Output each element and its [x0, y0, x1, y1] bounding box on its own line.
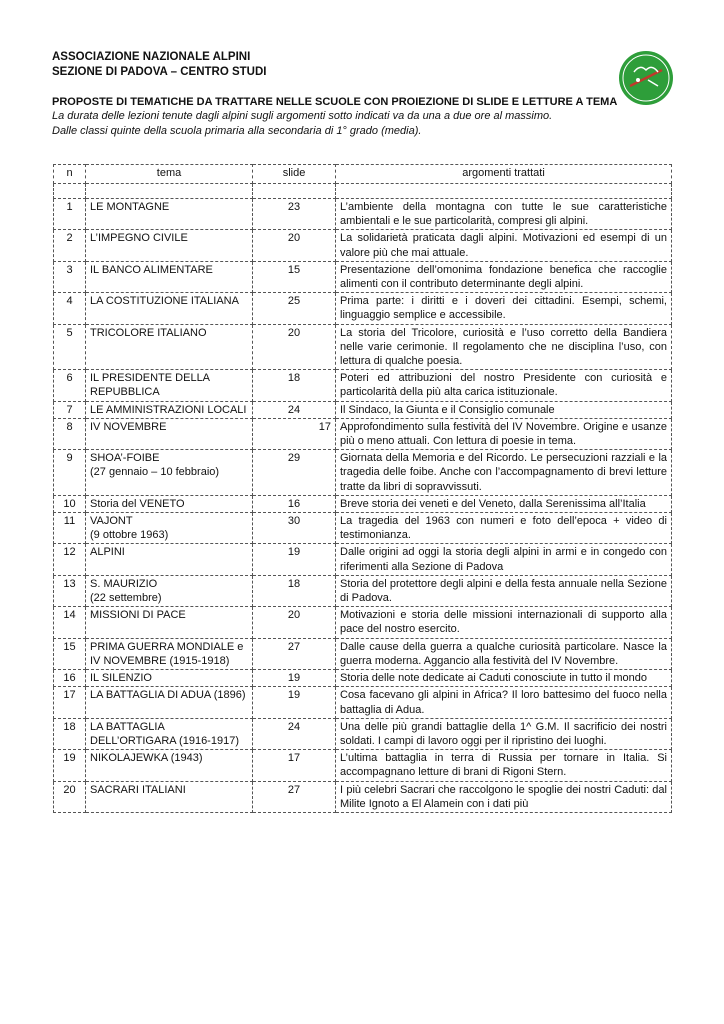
proposal-title: PROPOSTE DI TEMATICHE DA TRATTARE NELLE SCUOLE CON PROIEZIONE DI SLIDE E LETTURE A TEMA — [52, 96, 618, 108]
table-row — [54, 544, 672, 575]
row-number: 1 — [54, 199, 86, 230]
row-tema — [86, 495, 253, 512]
table-row — [54, 670, 672, 687]
org-section: SEZIONE DI PADOVA – CENTRO STUDI — [52, 66, 267, 78]
row-argomenti: La storia del Tricolore, curiosità e l’uso corretto della Bandiera nelle varie cerimonie. Il regolamento che ne disciplina l’uso, con lettura di qualche poesia. — [336, 324, 672, 370]
header-argomenti: argomenti trattati — [336, 165, 672, 184]
row-slide-count: 17 — [253, 418, 336, 449]
tema-line: REPUBBLICA — [90, 386, 160, 399]
row-slide-count: 30 — [253, 513, 336, 544]
tema-line: MISSIONI DI PACE — [90, 609, 186, 622]
row-slide-count: 24 — [253, 718, 336, 749]
tema-line: TRICOLORE ITALIANO — [90, 326, 207, 339]
row-argomenti: Approfondimento sulla festività del IV Novembre. Origine e usanze più o meno attuali. Con lettura di poesie in tema. — [336, 418, 672, 449]
row-argomenti: Presentazione dell’omonima fondazione benefica che raccoglie alimenti con il contributo determinante degli alpini. — [336, 261, 672, 292]
tema-line: LA COSTITUZIONE ITALIANA — [90, 295, 239, 308]
row-tema — [86, 781, 253, 812]
row-slide-count: 25 — [253, 293, 336, 324]
tema-line: IL PRESIDENTE DELLA — [90, 372, 211, 385]
tema-line: PRIMA GUERRA MONDIALE e — [90, 640, 244, 653]
table-row — [54, 230, 672, 261]
tema-line: VAJONT — [90, 515, 133, 528]
table-row — [54, 324, 672, 370]
row-argomenti: Una delle più grandi battaglie della 1^ G.M. Il sacrificio dei nostri soldati. I campi di lavoro oggi per il ripristino dei luoghi. — [336, 718, 672, 749]
tema-line: DELL’ORTIGARA (1916-1917) — [90, 734, 239, 747]
tema-line: SACRARI ITALIANI — [90, 783, 186, 796]
row-number: 13 — [54, 575, 86, 606]
tema-line: LA BATTAGLIA DI ADUA (1896) — [90, 689, 246, 702]
row-slide-count: 20 — [253, 324, 336, 370]
row-tema — [86, 575, 253, 606]
row-number: 20 — [54, 781, 86, 812]
row-slide-count: 16 — [253, 495, 336, 512]
tema-line: IL BANCO ALIMENTARE — [90, 263, 213, 276]
tema-line: S. MAURIZIO — [90, 577, 158, 590]
tema-line: ALPINI — [90, 546, 125, 559]
table-row — [54, 781, 672, 812]
table-row — [54, 687, 672, 718]
row-slide-count: 19 — [253, 670, 336, 687]
row-tema — [86, 687, 253, 718]
row-tema — [86, 418, 253, 449]
row-slide-count: 20 — [253, 607, 336, 638]
row-number: 9 — [54, 450, 86, 496]
tema-line: IL SILENZIO — [90, 672, 152, 685]
row-slide-count: 19 — [253, 687, 336, 718]
header-slide: slide — [253, 165, 336, 184]
table-row — [54, 638, 672, 669]
tema-line: SHOA’-FOIBE — [90, 452, 160, 465]
row-slide-count: 17 — [253, 750, 336, 781]
row-slide-count: 18 — [253, 370, 336, 401]
table-row — [54, 607, 672, 638]
row-argomenti: Giornata della Memoria e del Ricordo. Le persecuzioni razziali e la tragedia delle foibe. Anche con l’accompagnamento di brevi letture tratte da libri di sopravvissuti. — [336, 450, 672, 496]
tema-line: NIKOLAJEWKA (1943) — [90, 752, 203, 765]
row-number: 16 — [54, 670, 86, 687]
row-slide-count: 19 — [253, 544, 336, 575]
row-slide-count: 29 — [253, 450, 336, 496]
row-argomenti: Il Sindaco, la Giunta e il Consiglio comunale — [336, 401, 672, 418]
row-tema — [86, 638, 253, 669]
row-tema — [86, 230, 253, 261]
row-number: 15 — [54, 638, 86, 669]
row-argomenti: Dalle cause della guerra a qualche curiosità particolare. Nasce la guerra moderna. Aggancio alla festività del IV Novembre. — [336, 638, 672, 669]
tema-line: L’IMPEGNO CIVILE — [90, 232, 188, 245]
row-number: 19 — [54, 750, 86, 781]
row-slide-count: 23 — [253, 199, 336, 230]
row-number: 10 — [54, 495, 86, 512]
row-number: 3 — [54, 261, 86, 292]
row-slide-count: 27 — [253, 638, 336, 669]
table-row — [54, 199, 672, 230]
row-tema — [86, 513, 253, 544]
row-argomenti: Storia del protettore degli alpini e della festa annuale nella Sezione di Padova. — [336, 575, 672, 606]
row-argomenti: Dalle origini ad oggi la storia degli alpini in armi e in congedo con riferimenti alla Sezione di Padova — [336, 544, 672, 575]
table-row — [54, 418, 672, 449]
row-slide-count: 24 — [253, 401, 336, 418]
row-slide-count: 20 — [253, 230, 336, 261]
row-number: 7 — [54, 401, 86, 418]
spacer-row — [54, 184, 672, 199]
table-row — [54, 513, 672, 544]
tema-line: (9 ottobre 1963) — [90, 529, 169, 542]
tema-line: (27 gennaio – 10 febbraio) — [90, 466, 220, 479]
row-number: 2 — [54, 230, 86, 261]
row-argomenti: La solidarietà praticata dagli alpini. Motivazioni ed esempi di un valore più che mai attuale. — [336, 230, 672, 261]
org-name: ASSOCIAZIONE NAZIONALE ALPINI — [52, 51, 251, 63]
row-argomenti: Poteri ed attribuzioni del nostro Presidente con curiosità e particolarità della più alta carica istituzionale. — [336, 370, 672, 401]
table-row — [54, 370, 672, 401]
row-number: 12 — [54, 544, 86, 575]
header-tema: tema — [86, 165, 253, 184]
row-number: 8 — [54, 418, 86, 449]
row-argomenti: Prima parte: i diritti e i doveri dei cittadini. Esempi, schemi, linguaggio semplice e accessibile. — [336, 293, 672, 324]
table-row — [54, 450, 672, 496]
row-tema — [86, 293, 253, 324]
ana-logo-icon — [618, 50, 674, 106]
row-tema — [86, 607, 253, 638]
tema-line: Storia del VENETO — [90, 497, 185, 510]
row-tema — [86, 450, 253, 496]
row-tema — [86, 401, 253, 418]
table-row — [54, 401, 672, 418]
row-tema — [86, 199, 253, 230]
tema-line: LE AMMINISTRAZIONI LOCALI — [90, 403, 247, 416]
row-tema — [86, 324, 253, 370]
row-argomenti: Storia delle note dedicate ai Caduti conosciute in tutto il mondo — [336, 670, 672, 687]
row-argomenti: Cosa facevano gli alpini in Africa? Il loro battesimo del fuoco nella battaglia di Adua. — [336, 687, 672, 718]
row-slide-count: 15 — [253, 261, 336, 292]
table-body — [54, 184, 672, 813]
tema-line: (22 settembre) — [90, 592, 162, 605]
row-tema — [86, 544, 253, 575]
intro-audience: Dalle classi quinte della scuola primaria alla secondaria di 1° grado (media). — [52, 124, 422, 137]
row-argomenti: I più celebri Sacrari che raccolgono le spoglie dei nostri Caduti: dal Milite Ignoto a El Alamein con i dati più — [336, 781, 672, 812]
row-slide-count: 27 — [253, 781, 336, 812]
row-tema — [86, 261, 253, 292]
tema-line: LE MONTAGNE — [90, 201, 170, 213]
topics-table — [53, 164, 672, 813]
row-argomenti: Motivazioni e storia delle missioni internazionali di supporto alla pace del nostro esercito. — [336, 607, 672, 638]
intro-duration: La durata delle lezioni tenute dagli alpini sugli argomenti sotto indicati va da una a due ore al massimo. — [52, 110, 553, 122]
row-argomenti: La tragedia del 1963 con numeri e foto dell’epoca + video di testimonianza. — [336, 513, 672, 544]
row-number: 6 — [54, 370, 86, 401]
row-tema — [86, 718, 253, 749]
table-row — [54, 293, 672, 324]
row-argomenti: Breve storia dei veneti e del Veneto, dalla Serenissima all’Italia — [336, 495, 672, 512]
row-number: 14 — [54, 607, 86, 638]
row-number: 18 — [54, 718, 86, 749]
table-row — [54, 750, 672, 781]
tema-line: LA BATTAGLIA — [90, 720, 165, 733]
tema-line: IV NOVEMBRE — [90, 420, 167, 433]
document-header — [52, 50, 672, 138]
table-row — [54, 575, 672, 606]
row-slide-count: 18 — [253, 575, 336, 606]
row-tema — [86, 750, 253, 781]
row-tema — [86, 670, 253, 687]
table-header-row — [54, 165, 672, 184]
header-n: n — [54, 165, 86, 184]
row-number: 5 — [54, 324, 86, 370]
row-number: 17 — [54, 687, 86, 718]
row-number: 11 — [54, 513, 86, 544]
table-row — [54, 261, 672, 292]
row-argomenti: L’ambiente della montagna con tutte le sue caratteristiche ambientali e le sue particolarità, compresi gli alpini. — [336, 199, 672, 230]
row-argomenti: L’ultima battaglia in terra di Russia per tornare in Italia. Si accompagnano letture di brani di Rigoni Stern. — [336, 750, 672, 781]
tema-line: IV NOVEMBRE (1915-1918) — [90, 654, 230, 667]
row-tema — [86, 370, 253, 401]
row-number: 4 — [54, 293, 86, 324]
table-row — [54, 718, 672, 749]
table-row — [54, 495, 672, 512]
